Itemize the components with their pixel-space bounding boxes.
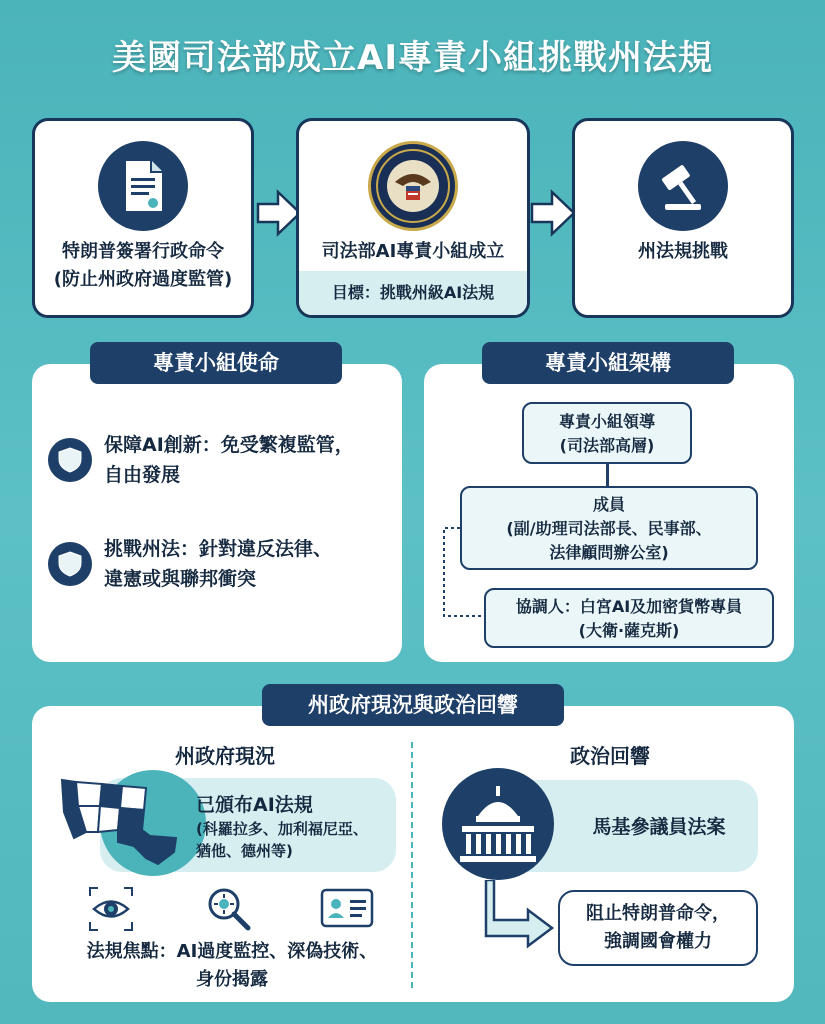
block-order-line1: 阻止特朗普命令， xyxy=(586,903,730,924)
mission-item xyxy=(104,430,400,490)
mission-item xyxy=(104,534,400,594)
eye-surveillance-icon xyxy=(88,886,134,932)
org-coordinator-name: (大衛·薩克斯) xyxy=(578,621,680,640)
mission-badge: 專責小組使命 xyxy=(90,342,342,384)
laws-states xyxy=(196,818,368,862)
org-members-box xyxy=(460,486,758,570)
gavel-icon xyxy=(638,141,728,231)
politics-heading: 政治回響 xyxy=(570,744,650,768)
laws-states-line2: 猶他、德州等) xyxy=(196,842,293,860)
flow-card-state-challenge xyxy=(572,118,794,318)
org-coordinator-box xyxy=(484,588,774,648)
org-members-line3: 法律顧問辦公室) xyxy=(549,543,669,562)
flow-card-executive-order xyxy=(32,118,254,318)
structure-badge: 專責小組架構 xyxy=(482,342,734,384)
flow-card-task-force xyxy=(296,118,530,318)
mission-item-line2: 違憲或與聯邦衝突 xyxy=(104,568,257,590)
regulation-focus-line2: 身份揭露 xyxy=(196,969,268,990)
org-coordinator-title: 協調人：白宮AI及加密貨幣專員 xyxy=(515,597,743,616)
shield-icon xyxy=(48,542,92,586)
flow-card-goal: 目標：挑戰州級AI法規 xyxy=(299,271,527,315)
block-order-box xyxy=(558,890,758,966)
state-status-heading: 州政府現況 xyxy=(175,744,275,768)
magnifier-deepfake-icon xyxy=(204,884,254,934)
arrow-down-right-icon xyxy=(482,880,558,950)
us-states-map-icon xyxy=(58,776,186,868)
connector-line xyxy=(606,462,609,488)
id-card-icon xyxy=(320,888,374,928)
arrow-right-icon xyxy=(530,188,576,238)
flow-card-title: 特朗普簽署行政命令 xyxy=(62,241,224,262)
mission-panel xyxy=(32,364,402,662)
org-leader-subtitle: (司法部高層) xyxy=(559,436,655,455)
org-leader-box xyxy=(522,402,692,464)
document-icon xyxy=(98,141,188,231)
mission-item-line1: 挑戰州法：針對違反法律、 xyxy=(104,538,333,560)
flow-card-subtitle: (防止州政府過度監管) xyxy=(53,269,233,290)
block-order-line2: 強調國會權力 xyxy=(604,931,712,952)
regulation-focus xyxy=(54,938,410,994)
status-badge: 州政府現況與政治回響 xyxy=(262,684,564,726)
laws-title: 已頒布AI法規 xyxy=(196,794,313,816)
shield-icon xyxy=(48,438,92,482)
laws-states-line1: (科羅拉多、加利福尼亞、 xyxy=(196,820,368,838)
org-leader-title: 專責小組領導 xyxy=(558,412,655,431)
markey-bill: 馬基參議員法案 xyxy=(592,816,726,838)
mission-item-line2: 自由發展 xyxy=(104,464,181,486)
flow-card-title: 司法部AI專責小組成立 xyxy=(321,241,505,262)
page-title: 美國司法部成立AI專責小組挑戰州法規 xyxy=(112,38,713,78)
regulation-focus-line1: 法規焦點：AI過度監控、深偽技術、 xyxy=(86,941,378,962)
mission-item-line1: 保障AI創新：免受繁複監管， xyxy=(104,434,354,456)
column-divider xyxy=(411,742,413,988)
org-members-line2: (副/助理司法部長、民事部、 xyxy=(506,519,712,538)
flow-card-title: 州法規挑戰 xyxy=(638,241,728,262)
capitol-icon xyxy=(442,768,554,880)
doj-seal-icon xyxy=(368,141,458,231)
org-members-title: 成員 xyxy=(592,495,625,514)
